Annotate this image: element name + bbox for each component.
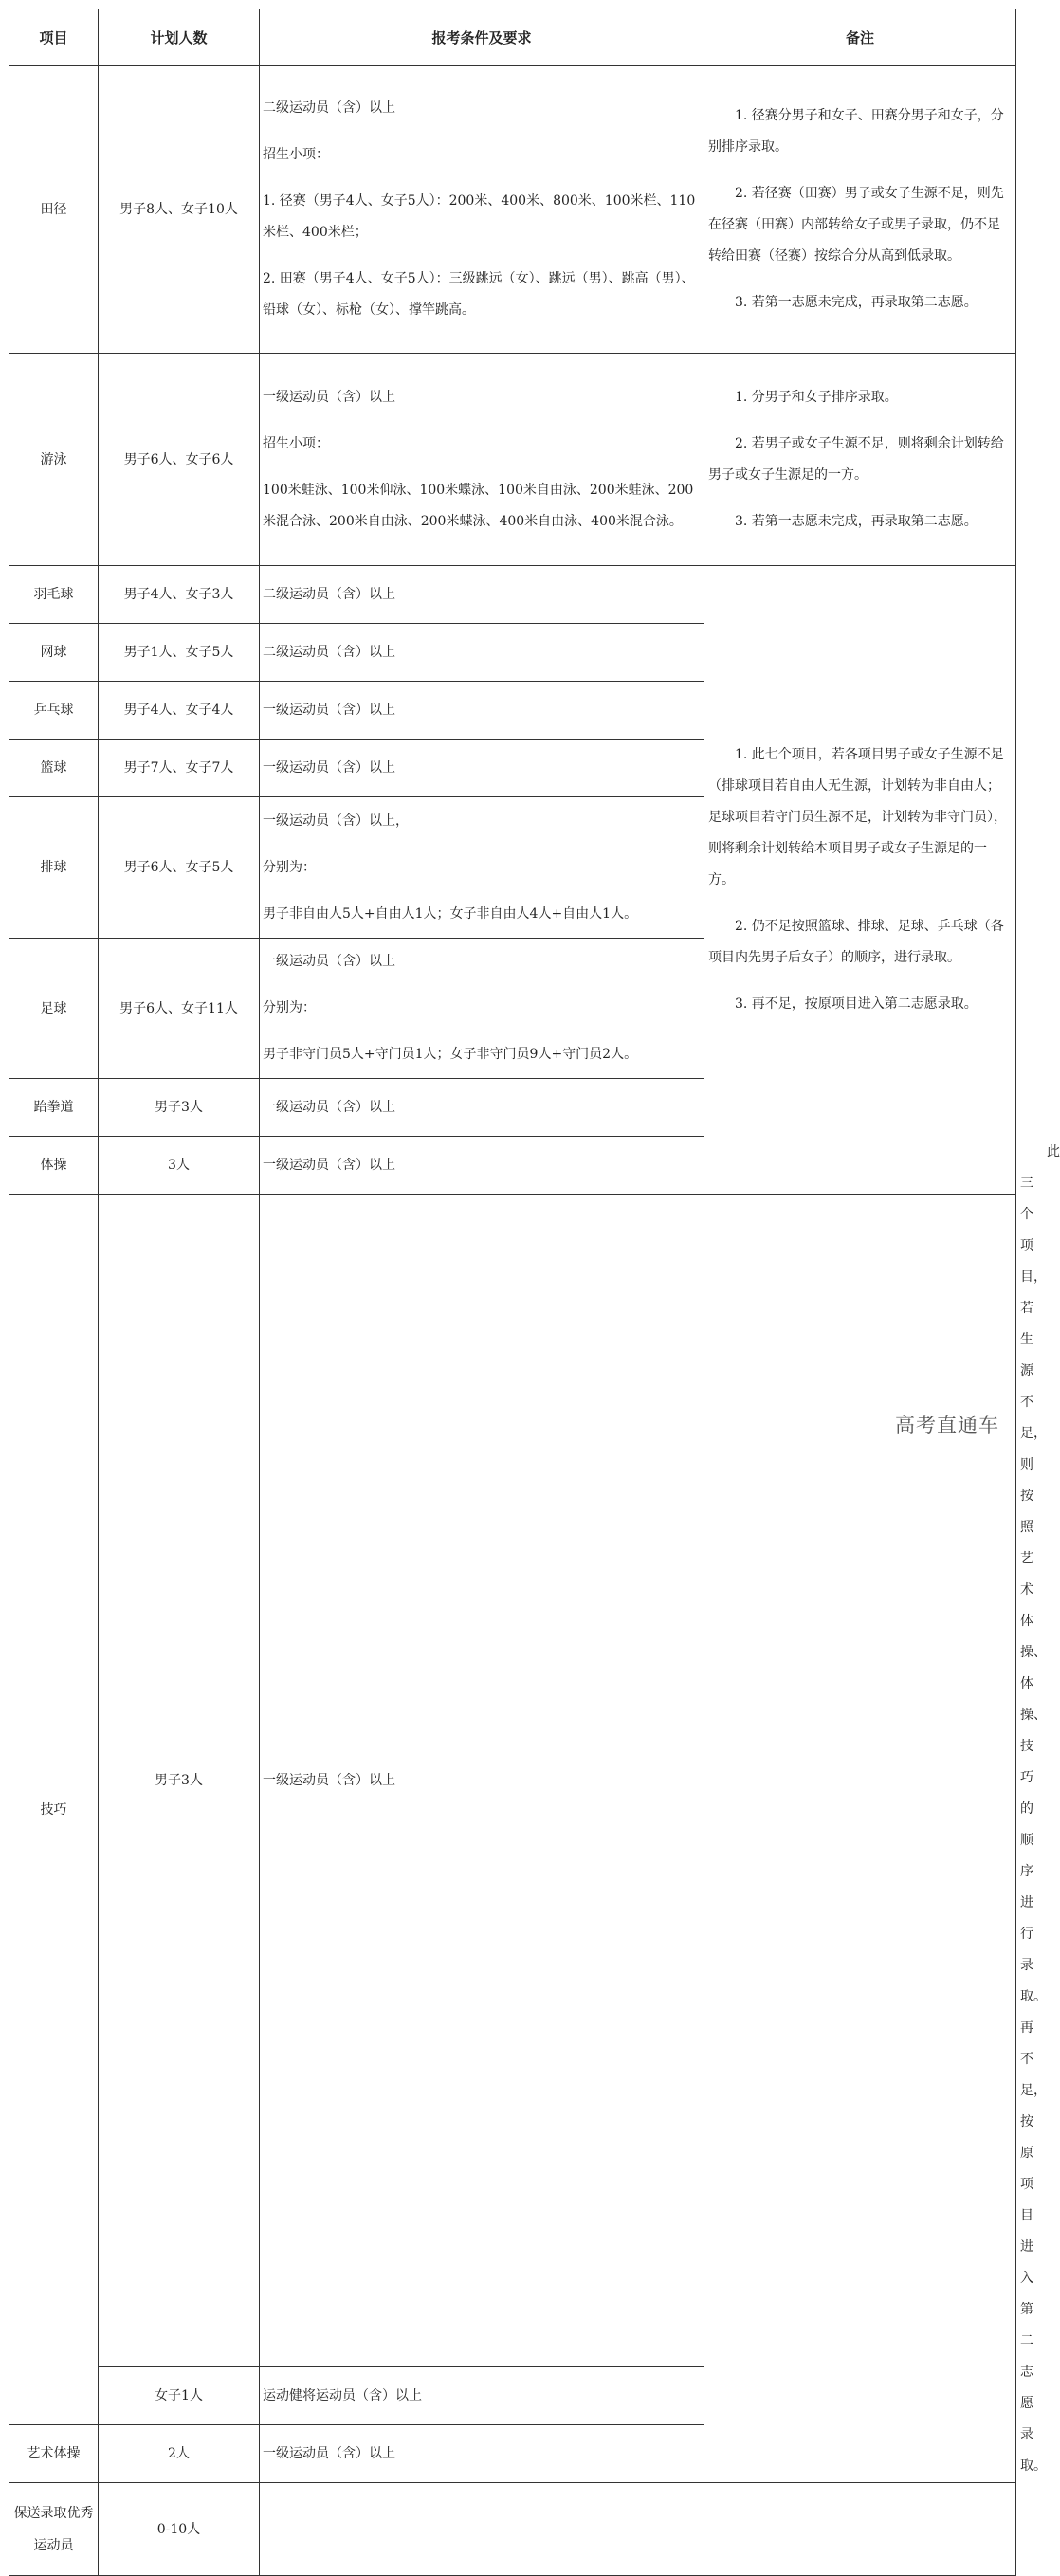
gymnastics-plan: 3人 [99,1137,260,1195]
tennis-plan: 男子1人、女子5人 [99,624,260,682]
swim-note: 1. 分男子和女子排序录取。 [735,389,898,405]
basketball-name: 篮球 [9,740,99,797]
swim-requirements [260,354,704,566]
table-row-badminton [9,566,1016,624]
football-req-line: 分别为： [263,1000,316,1015]
track-note: 2. 若径赛（田赛）男子或女子生源不足，则先在径赛（田赛）内部转给女子或男子录取，仍不足转给田赛（径赛）按综合分从高到低录取。 [708,186,1004,264]
swim-req-line: 100米蛙泳、100米仰泳、100米蝶泳、100米自由泳、200米蛙泳、200米混合泳、200米自由泳、200米蝶泳、400米自由泳、400米混合泳。 [263,482,694,529]
rhythmic-name: 艺术体操 [9,2425,99,2483]
volleyball-name: 排球 [9,797,99,939]
taekwondo-name: 跆拳道 [9,1079,99,1137]
taekwondo-plan: 男子3人 [99,1079,260,1137]
volleyball-requirements [260,797,704,939]
ball-note: 1. 此七个项目，若各项目男子或女子生源不足（排球项目若自由人无生源，计划转为非自由人；足球项目若守门员生源不足，计划转为非守门员），则将剩余计划转给本项目男子或女子生源足的一方。 [708,747,1007,887]
volleyball-plan: 男子6人、女子5人 [99,797,260,939]
rhythmic-requirements: 一级运动员（含）以上 [260,2425,704,2483]
swim-note: 2. 若男子或女子生源不足，则将剩余计划转给男子或女子生源足的一方。 [708,435,1004,483]
ball-note: 3. 再不足，按原项目进入第二志愿录取。 [735,996,978,1012]
track-req-line: 1. 径赛（男子4人、女子5人）：200米、400米、800米、100米栏、110米栏、400米栏； [263,193,696,240]
track-req-line: 招生小项： [263,147,329,162]
gymnastics-requirements: 一级运动员（含）以上 [260,1137,704,1195]
elite-notes [704,2483,1016,2576]
elite-requirements [260,2483,704,2576]
table-row-acrobatics-female [9,2367,1016,2425]
football-req-line: 男子非守门员5人+守门员1人；女子非守门员9人+守门员2人。 [263,1047,638,1062]
gymnastics-name: 体操 [9,1137,99,1195]
track-notes [704,66,1016,354]
rhythmic-plan: 2人 [99,2425,260,2483]
elite-name-text: 保送录取优秀运动员 [13,2505,94,2553]
pingpong-requirements: 一级运动员（含）以上 [260,682,704,740]
acrobatics-female-plan: 女子1人 [99,2367,260,2425]
table-row-swim [9,354,1016,566]
track-req-line: 二级运动员（含）以上 [263,100,395,116]
swim-req-line: 一级运动员（含）以上 [263,389,395,405]
watermark-text: 高考直通车 [895,1414,999,1436]
basketball-requirements: 一级运动员（含）以上 [260,740,704,797]
swim-req-line: 招生小项： [263,435,329,451]
football-plan: 男子6人、女子11人 [99,939,260,1079]
acrobatics-name: 技巧 [9,1195,99,2425]
table-row-elite [9,2483,1016,2576]
volleyball-req-line: 一级运动员（含）以上， [263,813,409,829]
header-row [9,9,1016,66]
table-row-acrobatics-male [9,1195,1016,2367]
track-note: 3. 若第一志愿未完成，再录取第二志愿。 [735,295,978,310]
tennis-requirements: 二级运动员（含）以上 [260,624,704,682]
swim-name: 游泳 [9,354,99,566]
basketball-plan: 男子7人、女子7人 [99,740,260,797]
track-note: 1. 径赛分男子和女子、田赛分男子和女子，分别排序录取。 [708,108,1004,155]
header-requirements: 报考条件及要求 [260,9,704,66]
football-requirements [260,939,704,1079]
admission-plan-table [9,9,1060,2576]
badminton-requirements: 二级运动员（含）以上 [260,566,704,624]
table-row-gymnastics: 体操 3人 一级运动员（含）以上 此三个项目，若生源不足，则按照艺术体操、体操、技巧的顺序进行录取。再不足，按原项目进入第二志愿录取。 [9,1137,1016,1195]
track-name: 田径 [9,66,99,354]
elite-plan: 0-10人 [99,2483,260,2576]
badminton-plan: 男子4人、女子3人 [99,566,260,624]
acrobatics-male-plan: 男子3人 [99,1195,260,2367]
ball-sports-notes [704,566,1016,1195]
badminton-name: 羽毛球 [9,566,99,624]
acrobatics-male-requirements: 一级运动员（含）以上 [260,1195,704,2367]
swim-plan: 男子6人、女子6人 [99,354,260,566]
pingpong-plan: 男子4人、女子4人 [99,682,260,740]
tennis-name: 网球 [9,624,99,682]
ball-note: 2. 仍不足按照篮球、排球、足球、乒乓球（各项目内先男子后女子）的顺序，进行录取。 [708,919,1004,965]
elite-name [9,2483,99,2576]
track-requirements [260,66,704,354]
pingpong-name: 乒乓球 [9,682,99,740]
swim-note: 3. 若第一志愿未完成，再录取第二志愿。 [735,513,978,529]
taekwondo-requirements: 一级运动员（含）以上 [260,1079,704,1137]
header-project: 项目 [9,9,99,66]
volleyball-req-line: 男子非自由人5人+自由人1人；女子非自由人4人+自由人1人。 [263,905,638,922]
table-row-track [9,66,1016,354]
acrobatics-female-requirements: 运动健将运动员（含）以上 [260,2367,704,2425]
football-req-line: 一级运动员（含）以上 [263,954,395,969]
header-notes: 备注 [704,9,1016,66]
table-row-rhythmic [9,2425,1016,2483]
track-plan: 男子8人、女子10人 [99,66,260,354]
track-req-line: 2. 田赛（男子4人、女子5人）：三级跳远（女）、跳远（男）、跳高（男）、铅球（女）、标枪（女）、撑竿跳高。 [263,271,695,318]
header-plan: 计划人数 [99,9,260,66]
swim-notes [704,354,1016,566]
football-name: 足球 [9,939,99,1079]
volleyball-req-line: 分别为： [263,859,316,875]
